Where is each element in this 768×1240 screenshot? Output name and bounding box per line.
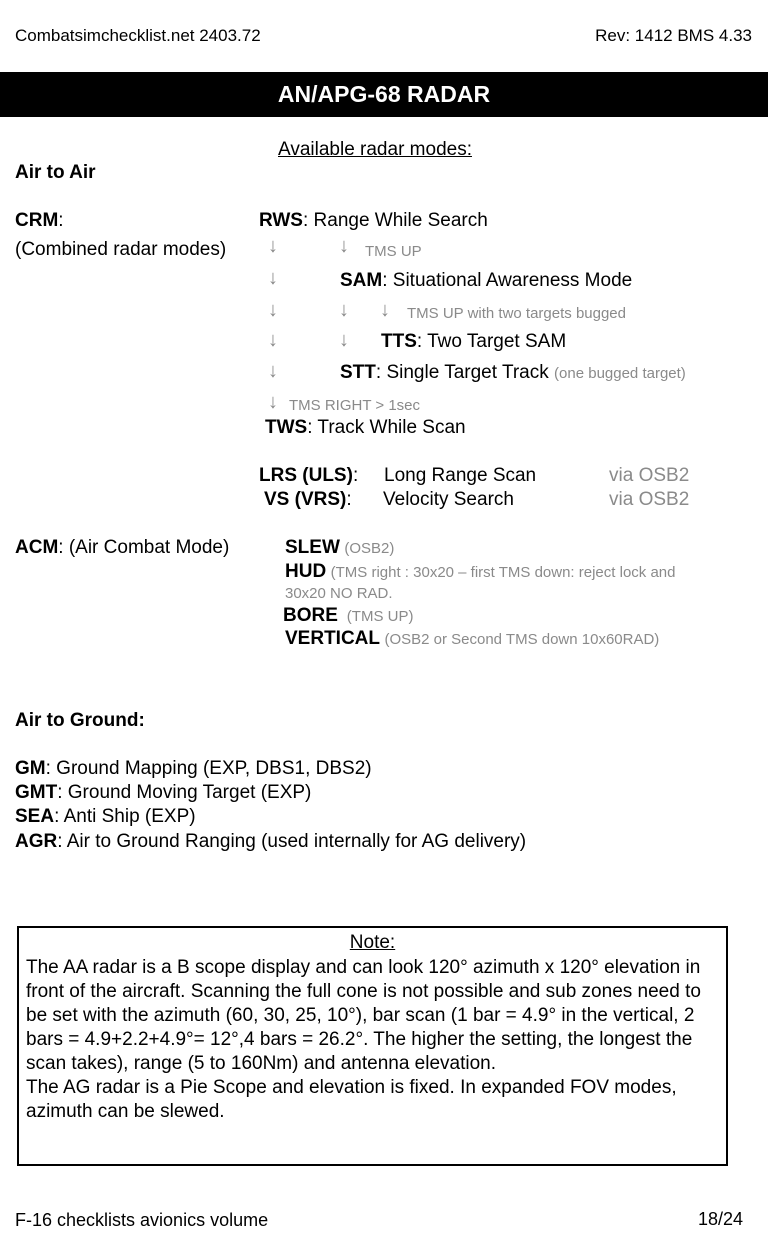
acm-abbr: ACM [15, 537, 59, 558]
hud-label: HUD [285, 561, 327, 582]
tts-abbr: TTS [381, 331, 417, 352]
crm-description: (Combined radar modes) [15, 239, 227, 260]
down-arrow-icon: ↓ [268, 299, 278, 321]
gmt-abbr: GMT [15, 782, 58, 803]
footer-volume: F-16 checklists avionics volume [15, 1210, 269, 1230]
tts-mode [381, 331, 566, 353]
acm-hud [285, 561, 675, 583]
note-paragraph-aa: The AA radar is a B scope display and can look 120° azimuth x 120° elevation in front of the aircraft. Scanning the full cone is not possible and sub zones need to be set with the azimuth (60, 30, 25, 10°), bar scan (1 bar = 4.9° in the vertical, 2 bars = 4.9+2.2+4.9°= 12°,4 bars = 26.2°. The higher the setting, the longest the scan takes), range (5 to 160Nm) and antenna elevation. [26, 957, 701, 1074]
down-arrow-icon: ↓ [268, 391, 278, 413]
stt-desc: : Single Target Track [375, 362, 549, 383]
ag-item-sea [15, 806, 196, 828]
note-title-text: Note: [349, 932, 396, 953]
slew-note: (OSB2) [344, 540, 395, 557]
down-arrow-icon: ↓ [380, 299, 390, 321]
lrs-abbr: LRS (ULS) [259, 465, 353, 486]
crm-abbr: CRM [15, 210, 59, 231]
note-body [26, 956, 726, 1124]
down-arrow-icon: ↓ [339, 299, 349, 321]
air-to-ground-heading: Air to Ground: [15, 710, 145, 731]
acm-desc: : (Air Combat Mode) [58, 537, 230, 558]
vs-mode [264, 489, 352, 511]
rws-mode [259, 210, 488, 232]
crm-colon: : [58, 210, 64, 231]
slew-label: SLEW [285, 537, 340, 558]
page-title-bar [0, 72, 768, 117]
vs-colon: : [346, 489, 352, 510]
acm-vertical [285, 628, 659, 650]
acm-bore [283, 605, 413, 627]
agr-abbr: AGR [15, 831, 58, 852]
sea-desc: : Anti Ship (EXP) [54, 806, 196, 827]
vs-description: Velocity Search [383, 489, 514, 510]
bore-label: BORE [283, 605, 338, 626]
vs-abbr: VS (VRS) [264, 489, 347, 510]
lrs-description: Long Range Scan [384, 465, 537, 486]
stt-note: (one bugged target) [554, 365, 686, 382]
sam-desc: : Situational Awareness Mode [382, 270, 633, 291]
gm-abbr: GM [15, 758, 46, 779]
crm-label [15, 210, 64, 232]
sam-abbr: SAM [340, 270, 383, 291]
tms-up-two-targets-label: TMS UP with two targets bugged [407, 305, 626, 322]
stt-mode [340, 362, 686, 384]
tts-desc: : Two Target SAM [416, 331, 567, 352]
page-total: /24 [717, 1209, 743, 1229]
vs-via: via OSB2 [609, 489, 690, 510]
ag-item-agr [15, 831, 526, 853]
air-to-air-heading: Air to Air [15, 162, 96, 183]
down-arrow-icon: ↓ [268, 360, 278, 382]
subtitle: Available radar modes: [278, 139, 472, 160]
agr-desc: : Air to Ground Ranging (used internally for AG delivery) [57, 831, 527, 852]
ag-item-gm [15, 758, 372, 780]
sam-mode [340, 270, 632, 292]
stt-abbr: STT [340, 362, 376, 383]
vertical-label: VERTICAL [285, 628, 380, 649]
rws-desc: : Range While Search [302, 210, 488, 231]
tms-up-label: TMS UP [365, 243, 422, 260]
page-current: 18 [697, 1209, 718, 1229]
lrs-mode [259, 465, 358, 487]
lrs-via: via OSB2 [609, 465, 690, 486]
down-arrow-icon: ↓ [268, 267, 278, 289]
down-arrow-icon: ↓ [339, 235, 349, 257]
down-arrow-icon: ↓ [268, 329, 278, 351]
down-arrow-icon: ↓ [339, 329, 349, 351]
header-site: Combatsimchecklist.net 2403.72 [15, 26, 261, 45]
vertical-note: (OSB2 or Second TMS down 10x60RAD) [384, 631, 660, 648]
gmt-desc: : Ground Moving Target (EXP) [57, 782, 312, 803]
rws-abbr: RWS [259, 210, 303, 231]
tws-abbr: TWS [265, 417, 308, 438]
hud-note-continued: 30x20 NO RAD. [285, 585, 393, 602]
tws-desc: : Track While Scan [307, 417, 466, 438]
bore-note: (TMS UP) [346, 608, 414, 625]
gm-desc: : Ground Mapping (EXP, DBS1, DBS2) [45, 758, 372, 779]
acm-label [15, 537, 229, 559]
page-title: AN/APG-68 RADAR [277, 81, 491, 107]
hud-note: (TMS right : 30x20 – first TMS down: reject lock and [330, 564, 676, 581]
footer-page-number [698, 1209, 743, 1230]
sea-abbr: SEA [15, 806, 55, 827]
down-arrow-icon: ↓ [268, 235, 278, 257]
header-revision: Rev: 1412 BMS 4.33 [595, 26, 752, 45]
note-paragraph-ag: The AG radar is a Pie Scope and elevation is fixed. In expanded FOV modes, azimuth can be slewed. [26, 1077, 677, 1122]
tms-right-label: TMS RIGHT > 1sec [289, 397, 421, 414]
note-title [19, 932, 726, 954]
tws-mode [265, 417, 466, 439]
acm-slew [285, 537, 394, 559]
lrs-colon: : [352, 465, 359, 486]
note-box [17, 926, 728, 1166]
ag-item-gmt [15, 782, 311, 804]
